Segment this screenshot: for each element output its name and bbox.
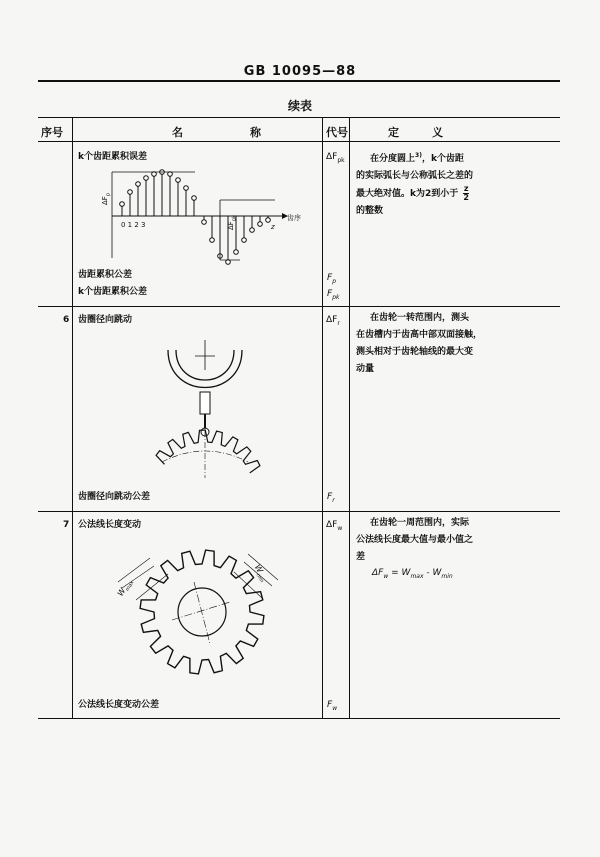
row-divider — [38, 511, 560, 512]
column-divider — [72, 117, 73, 718]
tolerance-code: $F_w$ — [327, 700, 338, 712]
tolerance-code: $F_{pk}$ — [327, 289, 340, 301]
stem-point — [192, 196, 197, 201]
cumulative-pitch-diagram — [100, 160, 310, 272]
stem-point — [266, 218, 271, 223]
tolerance-code: $F_r$ — [327, 492, 335, 504]
row-definition: 在齿轮一转范围内，测头 在齿槽内于齿高中部双面接触， 测头相对于齿轮轴线的最大变 动量 — [356, 313, 483, 374]
row-title: 公法线长度变动 — [78, 520, 142, 530]
radial-runout-diagram — [150, 340, 260, 480]
w-max-label: $W_{max}$ — [115, 580, 136, 598]
header-name-a: 名 — [172, 126, 183, 139]
tolerance-label: 齿圈径向跳动公差 — [78, 492, 151, 502]
stem-point — [184, 186, 189, 191]
stem-point — [128, 190, 133, 195]
fraction: $\frac{z}{2}$ — [463, 184, 469, 202]
stem-point — [234, 250, 239, 255]
row-definition: 在齿轮一周范围内，实际 公法线长度最大值与最小值之 差 — [356, 518, 474, 562]
axis-end-label: z — [271, 223, 275, 231]
tolerance-label: 公法线长度变动公差 — [78, 700, 160, 710]
formula: $\Delta F_w = W_{max} - W_{min}$ — [372, 568, 453, 580]
stem-point — [242, 238, 247, 243]
header-def-a: 定 — [388, 126, 399, 139]
table-header-border — [38, 141, 560, 142]
stem-point — [250, 228, 255, 233]
column-divider — [322, 117, 323, 718]
stem-point — [176, 178, 181, 183]
row-code: $\Delta F_{pk}$ — [326, 152, 345, 164]
row-number: 6 — [63, 315, 70, 325]
stem-point — [136, 182, 141, 187]
row-code: $\Delta F_r$ — [326, 315, 340, 327]
header-name-b: 称 — [250, 126, 261, 139]
stem-point — [144, 176, 149, 181]
gear-diagram — [110, 540, 280, 690]
table-top-border — [38, 117, 560, 118]
column-divider — [349, 117, 350, 718]
row-number: 7 — [63, 520, 70, 530]
tolerance-label: 齿距累积公差 — [78, 270, 133, 280]
axis-label: 齿序 — [287, 214, 301, 222]
left-dim-label: $\Delta F_p$ — [101, 192, 112, 205]
row-divider — [38, 306, 560, 307]
stem-point — [258, 222, 263, 227]
stem-point — [120, 202, 125, 207]
stem-point — [202, 220, 207, 225]
row-title: 齿圈径向跳动 — [78, 315, 133, 325]
w-min-label: $W_{min}$ — [252, 563, 265, 584]
stem-point — [210, 238, 215, 243]
header-def-b: 义 — [432, 126, 443, 139]
table-bottom-border — [38, 718, 560, 719]
right-dim-label: $\Delta F_{pk}$ — [227, 215, 238, 230]
standard-number: GB 10095—88 — [243, 64, 357, 79]
row-definition: 在分度圆上$^{3)}$，k个齿距 的实际弧长与公称弧长之差的 最大绝对值。k为2到小于 $\frac{z}{2}$ 的整数 — [356, 152, 474, 216]
top-rule — [38, 80, 560, 82]
row-title: k个齿距累积误差 — [78, 152, 147, 162]
header-seq: 序号 — [41, 126, 63, 139]
row-code: $\Delta F_w$ — [326, 520, 343, 532]
tolerance-code: $F_p$ — [327, 273, 336, 285]
continued-label: 续表 — [287, 99, 312, 113]
diagram-ticks: 0 1 2 3 — [121, 221, 146, 229]
tolerance-label: k个齿距累积公差 — [78, 287, 147, 297]
header-code: 代号 — [326, 126, 348, 139]
